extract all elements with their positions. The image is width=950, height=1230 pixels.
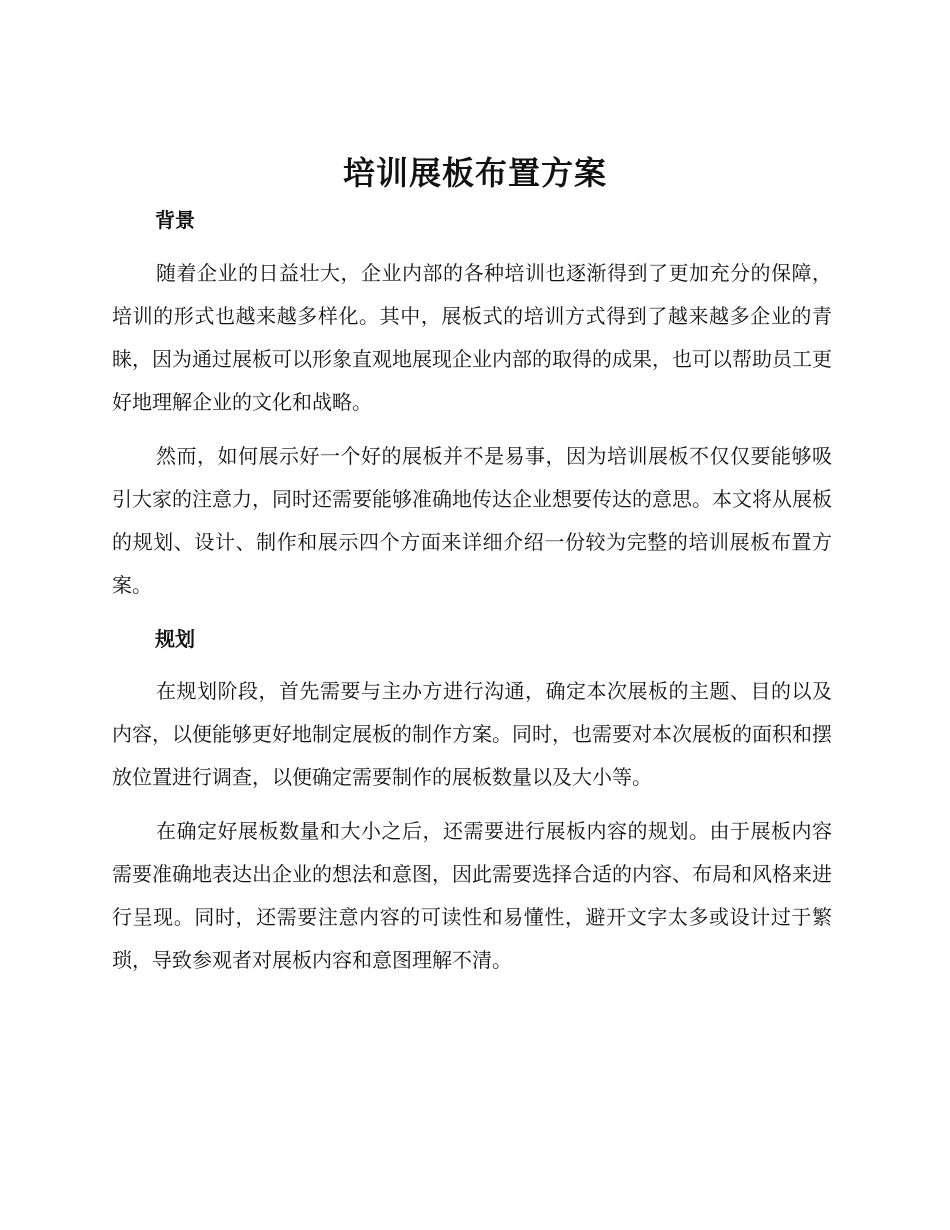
- paragraph-planning-1: 在规划阶段，首先需要与主办方进行沟通，确定本次展板的主题、目的以及内容，以便能够更好地制定展板的制作方案。同时，也需要对本次展板的面积和摆放位置进行调查，以便确定需要制作的展板数量以及大小等。: [112, 679, 832, 789]
- section-heading-planning: 规划: [155, 627, 195, 651]
- paragraph-background-2: 然而，如何展示好一个好的展板并不是易事，因为培训展板不仅仅要能够吸引大家的注意力，同时还需要能够准确地传达企业想要传达的意思。本文将从展板的规划、设计、制作和展示四个方面来详细介绍一份较为完整的培训展板布置方案。: [112, 444, 832, 597]
- section-heading-background: 背景: [155, 208, 195, 232]
- paragraph-background-1: 随着企业的日益壮大，企业内部的各种培训也逐渐得到了更加充分的保障，培训的形式也越来越多样化。其中，展板式的培训方式得到了越来越多企业的青睐，因为通过展板可以形象直观地展现企业内部的取得的成果，也可以帮助员工更好地理解企业的文化和战略。: [112, 261, 832, 414]
- page-title: 培训展板布置方案: [342, 154, 607, 192]
- paragraph-planning-2: 在确定好展板数量和大小之后，还需要进行展板内容的规划。由于展板内容需要准确地表达出企业的想法和意图，因此需要选择合适的内容、布局和风格来进行呈现。同时，还需要注意内容的可读性和易懂性，避开文字太多或设计过于繁琐，导致参观者对展板内容和意图理解不清。: [112, 819, 832, 972]
